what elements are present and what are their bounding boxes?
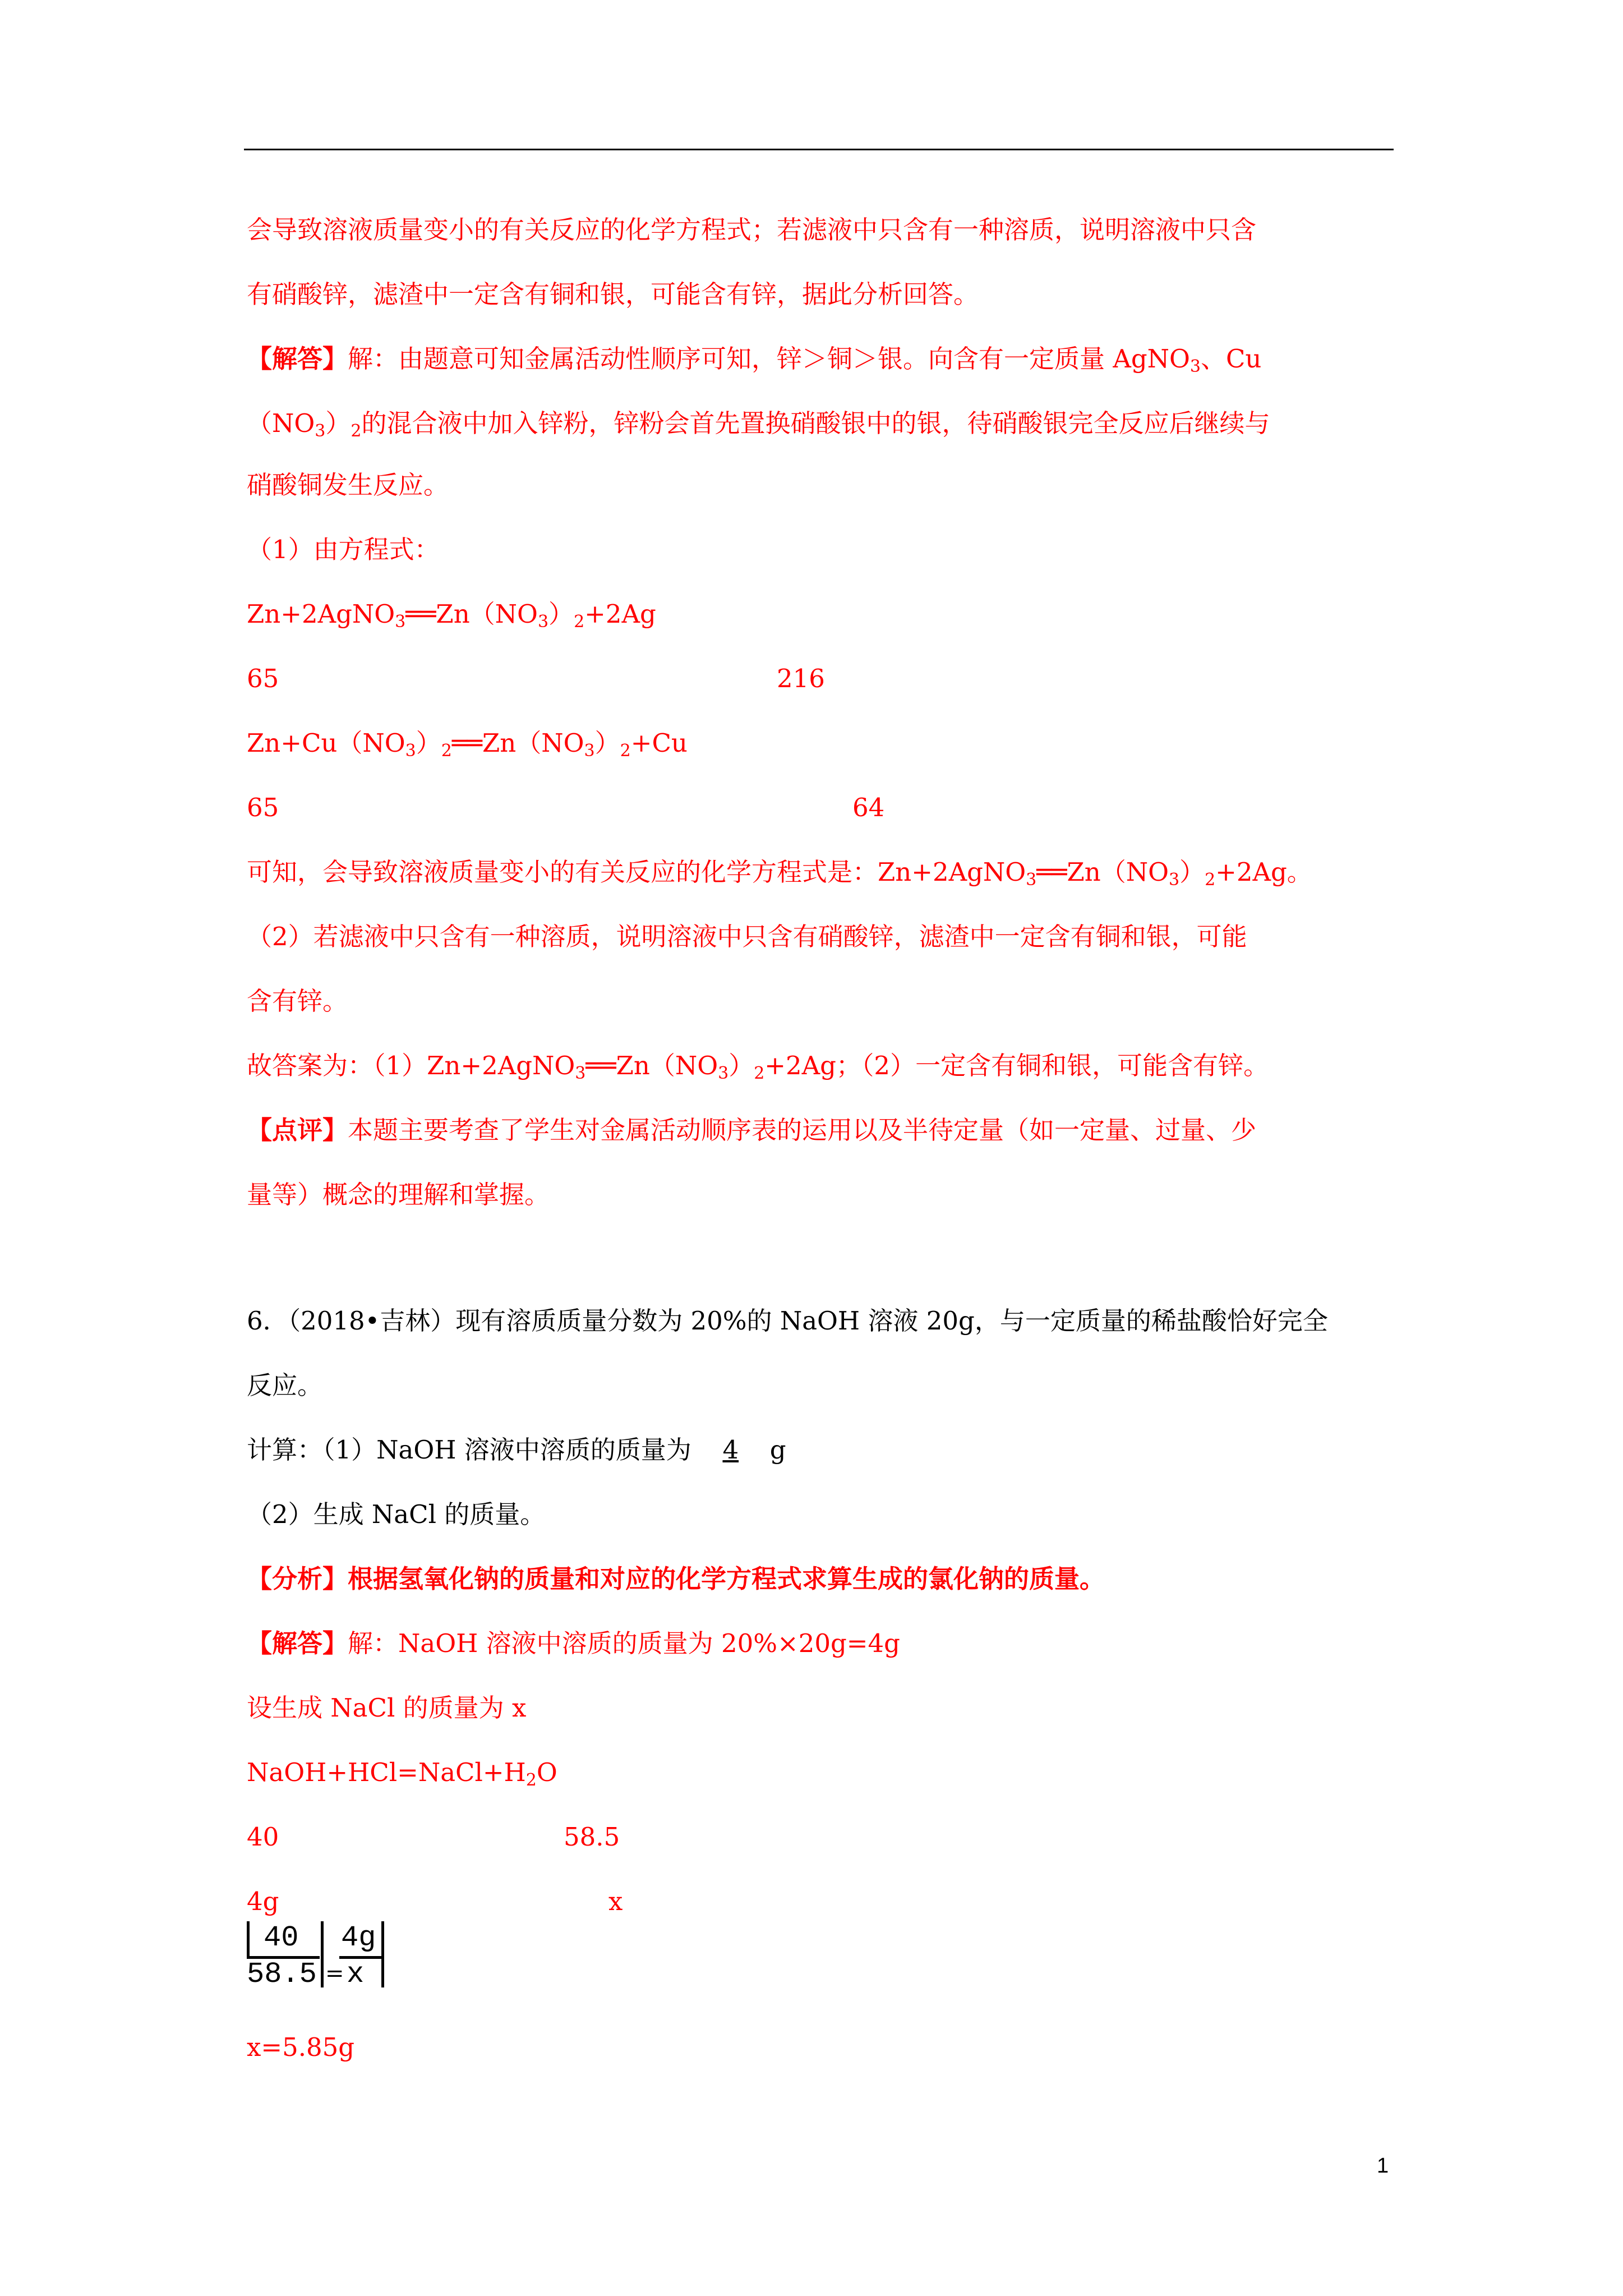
frac-denominator-2: x bbox=[347, 1958, 365, 1991]
analysis-line-1: 会导致溶液质量变小的有关反应的化学方程式；若滤液中只含有一种溶质，说明溶液中只含 bbox=[247, 215, 1257, 245]
question-6-part-1: 计算：（1）NaOH 溶液中溶质的质量为 4 g bbox=[247, 1433, 786, 1467]
q6-mass-naoh: 40 bbox=[247, 1822, 279, 1852]
q6-given-mass: 4g bbox=[247, 1887, 279, 1916]
final-answer-line: 故答案为：$(1)Zn+2AgNO_3══Zn(NO_3)_2+2Ag$；（2）一定含有铜和银，可能含有锌。 bbox=[247, 1051, 1269, 1083]
proportion-image bbox=[247, 1921, 381, 1989]
frac-numerator-1: 40 bbox=[264, 1921, 299, 1954]
question-6-line-2: 反应。 bbox=[247, 1370, 323, 1400]
answer-line-2: $(NO_3)_2$的混合液中加入锌粉，锌粉会首先置换硝酸银中的银，待硝酸银完全反应后继续与 bbox=[247, 408, 1270, 441]
answer-line-1: 【解答】解：由题意可知金属活动性顺序可知，锌＞铜＞银。向含有一定质量 AgNO$_3$、Cu bbox=[247, 344, 1262, 376]
frac-border-right bbox=[381, 1921, 384, 1987]
comment-line-1: 【点评】本题主要考查了学生对金属活动顺序表的运用以及半待定量（如一定量、过量、少 bbox=[247, 1115, 1257, 1145]
q6-equation: $NaOH+HCl=NaCl+H_2O$ bbox=[247, 1757, 557, 1790]
q6-result: x=5.85g bbox=[247, 2032, 355, 2062]
eq1-mass-zn: 65 bbox=[247, 664, 279, 693]
step-2-line-1: （2）若滤液中只含有一种溶质，说明溶液中只含有硝酸锌，滤渣中一定含有铜和银，可能 bbox=[247, 922, 1247, 951]
q6-mass-nacl: 58.5 bbox=[564, 1822, 620, 1852]
answer-tag: 【解答】 bbox=[247, 344, 348, 374]
analysis-tag: 【分析】 bbox=[247, 1564, 348, 1594]
comment-line-2: 量等）概念的理解和掌握。 bbox=[247, 1180, 550, 1209]
analysis-line-2: 有硝酸锌，滤渣中一定含有铜和银，可能含有锌，据此分析回答。 bbox=[247, 279, 979, 309]
step-1-heading: （1）由方程式： bbox=[247, 535, 440, 564]
frac-denominator-1: 58.5 bbox=[247, 1958, 317, 1991]
frac-border-mid bbox=[321, 1921, 324, 1987]
frac-numerator-2: 4g bbox=[341, 1921, 376, 1954]
equation-1: $Zn+2AgNO_3══Zn(NO_3)_2+2Ag$ bbox=[247, 599, 656, 632]
page-number: 1 bbox=[1377, 2154, 1389, 2178]
frac-equals: = bbox=[325, 1961, 344, 1986]
comment-tag: 【点评】 bbox=[247, 1115, 348, 1145]
q6-analysis-line: 【分析】根据氢氧化钠的质量和对应的化学方程式求算生成的氯化钠的质量。 bbox=[247, 1564, 1105, 1594]
eq1-mass-ag: 216 bbox=[777, 664, 825, 693]
header-rule bbox=[244, 149, 1394, 150]
q6-answer-line: 【解答】解：NaOH 溶液中溶质的质量为 20%×20g=4g bbox=[247, 1628, 900, 1658]
answer-blank: 4 bbox=[722, 1435, 739, 1465]
frac-border-left bbox=[247, 1921, 250, 1956]
eq2-mass-zn: 65 bbox=[247, 793, 279, 822]
eq2-mass-cu: 64 bbox=[852, 793, 885, 822]
question-6-part-2: （2）生成 NaCl 的质量。 bbox=[247, 1499, 546, 1529]
answer-line-3: 硝酸铜发生反应。 bbox=[247, 470, 449, 500]
conclusion-line: 可知，会导致溶液质量变小的有关反应的化学方程式是：$Zn+2AgNO_3══Zn(NO_3)_2+2Ag$。 bbox=[247, 857, 1312, 890]
question-6-line-1: 6．（2018•吉林）现有溶质质量分数为 20%的 NaOH 溶液 20g，与一定质量的稀盐酸恰好完全 bbox=[247, 1306, 1328, 1336]
step-2-line-2: 含有锌。 bbox=[247, 986, 348, 1016]
q6-unknown-x: x bbox=[608, 1887, 623, 1916]
equation-2: $Zn+Cu(NO_3)_2══Zn(NO_3)_2+Cu$ bbox=[247, 728, 688, 761]
q6-answer-tag: 【解答】 bbox=[247, 1628, 348, 1658]
q6-let-line: 设生成 NaCl 的质量为 x bbox=[247, 1693, 527, 1723]
